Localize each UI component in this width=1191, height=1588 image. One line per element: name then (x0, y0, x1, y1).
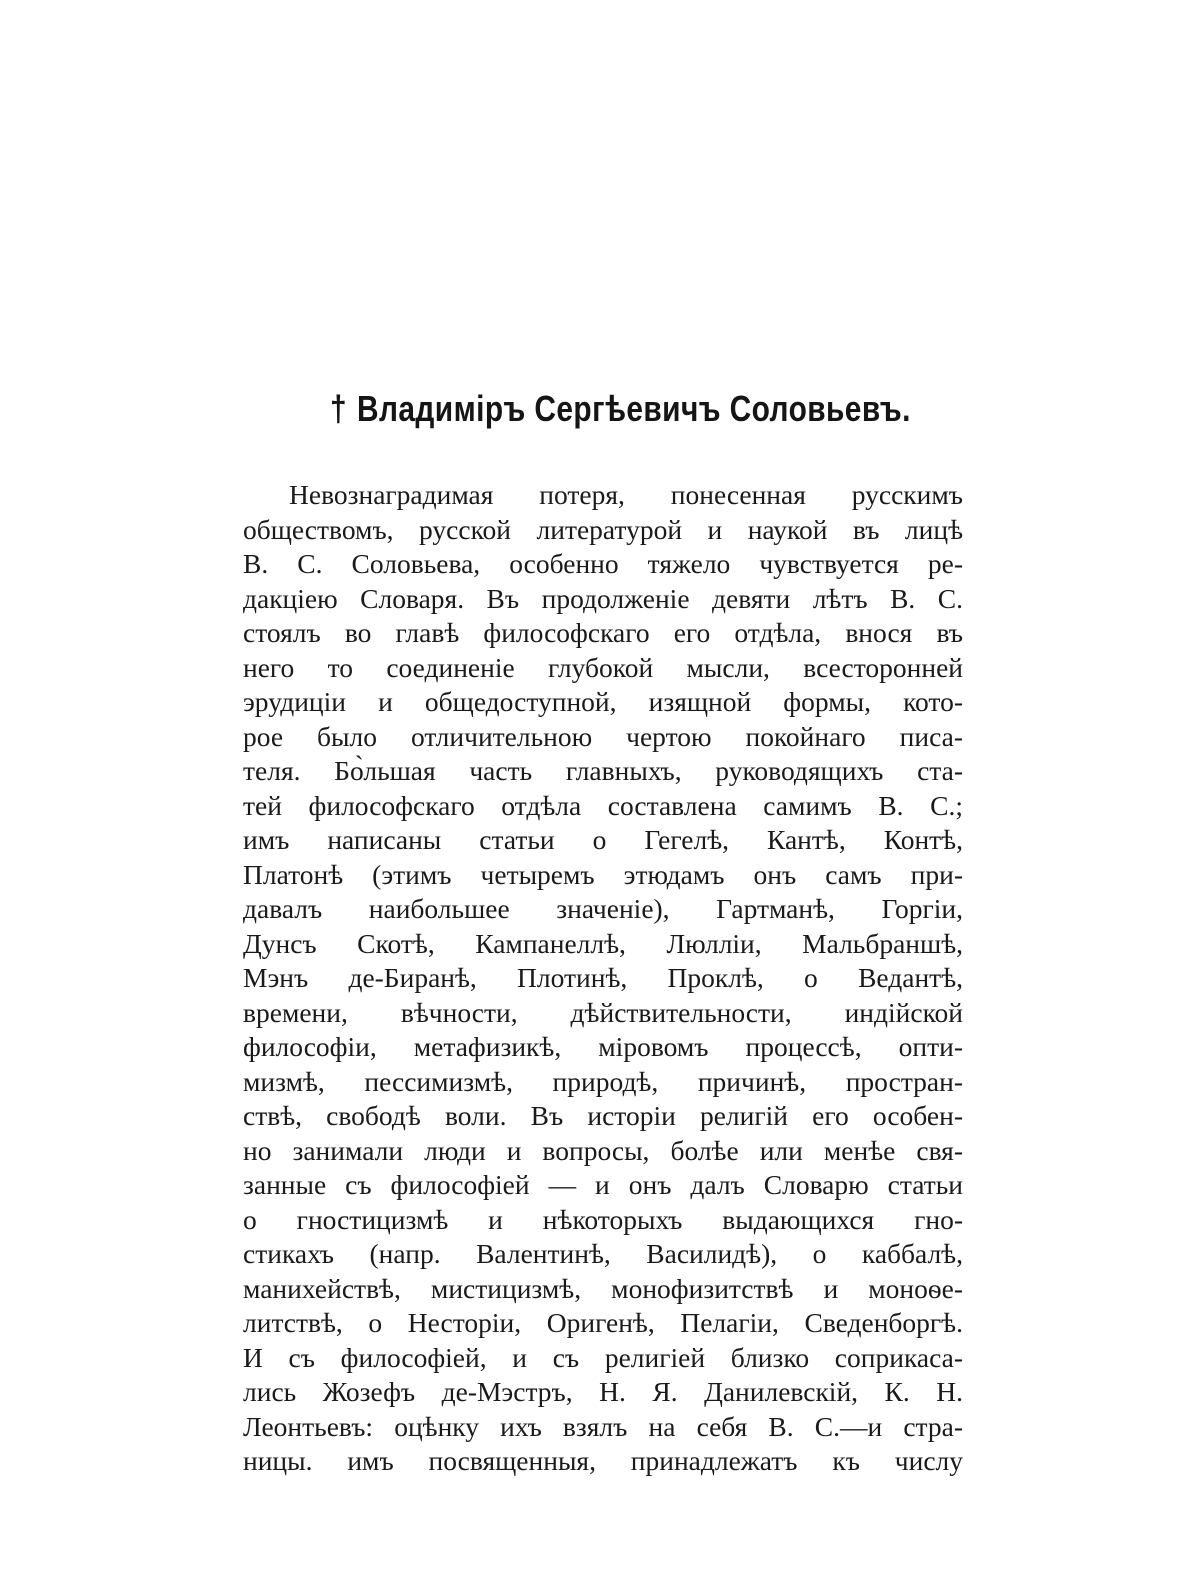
text-line: Невознаградимая потеря, понесенная русскимъ (289, 479, 963, 510)
text-line: эрудицiи и общедоступной, изящной формы, кото- (243, 686, 963, 717)
text-line: В. С. Соловьева, особенно тяжело чувствуется ре- (243, 548, 963, 579)
text-line: занные съ философiей — и онъ далъ Словарю статьи (243, 1169, 963, 1200)
text-line: И съ философiей, и съ религiей близко соприкаса- (243, 1341, 963, 1373)
text-line: мизмѣ, пессимизмѣ, природѣ, причинѣ, простран- (243, 1065, 963, 1097)
text-line: лись Жозефъ де-Мэстръ, Н. Я. Данилевскiй, К. Н. (243, 1376, 963, 1407)
text-line: стикахъ (напр. Валентинѣ, Василидѣ), о каббалѣ, (243, 1238, 963, 1269)
text-line: Дунсъ Скотѣ, Кампанеллѣ, Люллiи, Мальбраншѣ, (243, 927, 963, 959)
text-line: Платонѣ (этимъ четыремъ этюдамъ онъ самъ при- (243, 858, 963, 890)
text-line: литствѣ, о Несторiи, Оригенѣ, Пелагiи, Сведенборгѣ. (243, 1307, 963, 1338)
text-line: о гностицизмѣ и нѣкоторыхъ выдающихся гно- (243, 1203, 963, 1235)
article-title (330, 388, 911, 438)
text-line: стоялъ во главѣ философскаго его отдѣла, внося въ (243, 617, 963, 648)
text-line: но занимали люди и вопросы, болѣе или менѣе свя- (243, 1134, 963, 1166)
text-line: Мэнъ де-Биранѣ, Плотинѣ, Проклѣ, о Ведантѣ, (243, 962, 963, 993)
cross-symbol: † (330, 388, 348, 429)
article-title-text: Владимiръ Сергѣевичъ Соловьевъ. (357, 388, 911, 429)
text-line: тей философскаго отдѣла составлена самимъ В. С.; (243, 789, 963, 821)
text-line: ствѣ, свободѣ воли. Въ исторiи религiй его особен- (243, 1100, 963, 1131)
text-line: рое было отличительною чертою покойнаго писа- (243, 720, 963, 752)
text-line: обществомъ, русской литературой и наукой въ лицѣ (243, 513, 963, 545)
text-line: времени, вѣчности, дѣйствительности, индiйской (243, 996, 963, 1028)
text-line: Леонтьевъ: оцѣнку ихъ взялъ на себя В. С.—и стра- (243, 1410, 963, 1442)
text-line: него то соединенiе глубокой мысли, всесторонней (243, 651, 963, 683)
text-line: давалъ наибольшее значенiе), Гартманѣ, Горгiи, (243, 893, 963, 924)
text-line: теля. Бо̀льшая часть главныхъ, руководящихъ ста- (243, 755, 963, 786)
text-line: философiи, метафизикѣ, мiровомъ процессѣ, опти- (243, 1031, 963, 1062)
text-line: манихействѣ, мистицизмѣ, монофизитствѣ и моноѳе- (243, 1272, 963, 1304)
text-line: дакцiею Словаря. Въ продолженiе девяти лѣтъ В. С. (243, 582, 963, 614)
text-line: имъ написаны статьи о Гегелѣ, Кантѣ, Контѣ, (243, 824, 963, 855)
text-line: ницы. имъ посвященныя, принадлежатъ къ числу (243, 1445, 963, 1476)
article-body (243, 478, 963, 1479)
